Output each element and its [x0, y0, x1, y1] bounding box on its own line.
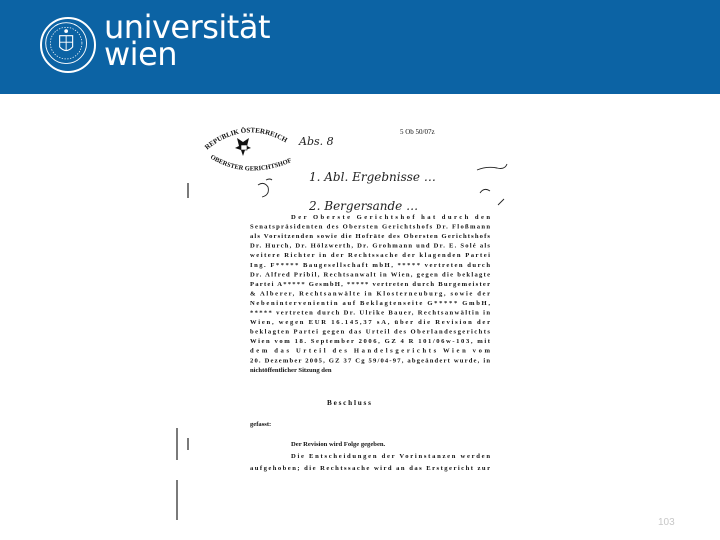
page-number: 103: [658, 517, 675, 528]
eagle-emblem-icon: [235, 138, 251, 156]
university-wordmark: [104, 8, 270, 73]
document-line: Ing. F***** Baugesellschaft mbH, ***** vertreten durch: [250, 261, 490, 269]
case-number: 5 Ob 50/07z: [400, 128, 435, 136]
handwritten-note-1: Abs. 8: [299, 135, 334, 148]
brand-line-2: wien: [104, 35, 178, 73]
document-body: [250, 214, 491, 374]
ruling-line: aufgehoben; die Rechtssache wird an das Erstgericht zur: [250, 465, 491, 472]
ruling-line: Die Entscheidungen der Vorinstanzen werden: [291, 453, 490, 460]
document-line: Partei A***** GesmbH, ***** vertreten durch Burgemeister: [250, 280, 490, 288]
handwritten-notes: [258, 135, 507, 213]
court-stamp: [203, 126, 296, 172]
document-line: Dr. Hurch, Dr. Hölzwerth, Dr. Grohmann und Dr. E. Solé als: [250, 242, 490, 250]
margin-marks: [177, 183, 188, 520]
ruling-line: Der Revision wird Folge gegeben.: [291, 441, 386, 448]
document-line: als Vorsitzenden sowie die Hofräte des Obersten Gerichtshofs: [250, 233, 491, 241]
document-line: weitere Richter in der Rechtssache der klagenden Partei: [250, 252, 491, 260]
document-line: dem das Urteil des Handelsgerichts Wien vom: [250, 347, 490, 355]
university-seal-icon: [40, 17, 96, 73]
ruling-text: [250, 441, 490, 472]
handwritten-note-3: 2. Bergersande …: [309, 199, 419, 213]
brand-line-1: universität: [104, 8, 270, 46]
document-line: Der Oberste Gerichtshof hat durch den: [291, 214, 490, 221]
document-line: nichtöffentlicher Sitzung den: [250, 366, 332, 374]
document-line: Nebenintervenientin auf Beklagtenseite G***** GmbH,: [250, 299, 490, 307]
document-line: 20. Dezember 2005, GZ 37 Cg 59/04-97, abgeändert wurde, in: [250, 357, 491, 365]
document-line: Dr. Alfred Pribil, Rechtsanwalt in Wien, gegen die beklagte: [250, 271, 490, 279]
scanned-court-document: [0, 94, 720, 540]
document-line: Wien, wegen EUR 16.145,37 sA, über die Revision der: [250, 319, 490, 327]
beschluss-heading: B e s c h l u s s: [327, 399, 371, 407]
stamp-top-text: REPUBLIK ÖSTERREICH: [203, 126, 289, 152]
document-line: Senatspräsidenten des Obersten Gerichtshofs Dr. Floßmann: [250, 223, 490, 231]
document-line: ***** vertreten durch Dr. Ulrike Bauer, Rechtsanwältin in: [250, 309, 490, 317]
document-line: & Alberer, Rechtsanwälte in Klosterneuburg, sowie der: [250, 290, 491, 298]
stamp-bottom-text: OBERSTER GERICHTSHOF: [208, 153, 293, 173]
handwritten-note-2: 1. Abl. Ergebnisse …: [309, 170, 436, 184]
document-line: Wien vom 18. September 2006, GZ 4 R 101/06w-103, mit: [250, 338, 490, 346]
header-banner: [0, 0, 720, 94]
gefasst-label: gefasst:: [250, 421, 272, 428]
document-line: beklagten Partei gegen das Urteil des Oberlandesgerichts: [250, 328, 491, 336]
